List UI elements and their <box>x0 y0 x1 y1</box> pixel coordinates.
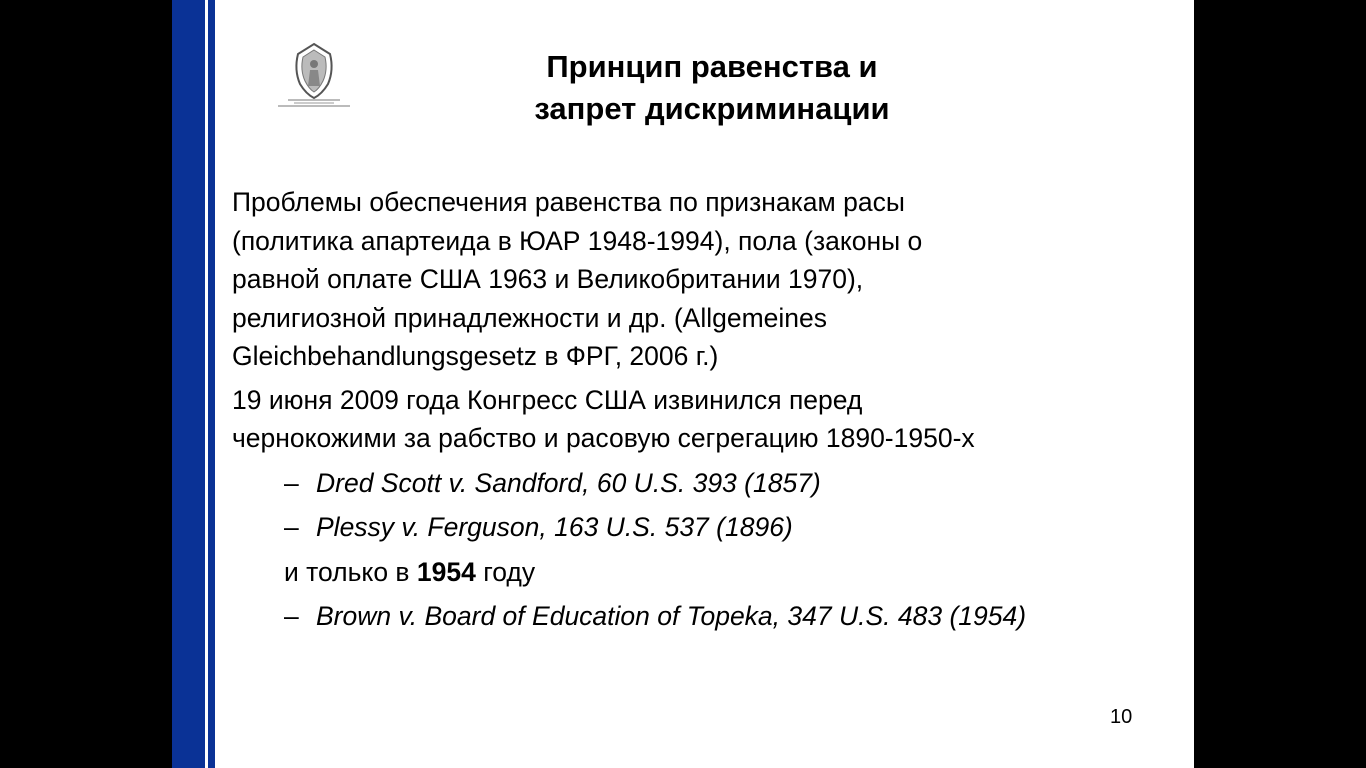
case-brown-text: Brown v. Board of Education of Topeka, 347 U.S. 483 (1954) <box>316 601 1027 631</box>
paragraph1-line-5: Gleichbehandlungsgesetz в ФРГ, 2006 г.) <box>232 341 719 371</box>
title-line-1: Принцип равенства и <box>546 49 878 84</box>
paragraph1-line-3: равной оплате США 1963 и Великобритании 1970), <box>232 264 864 294</box>
page-number: 10 <box>1110 706 1133 728</box>
case-plessy <box>284 508 1182 547</box>
only-prefix: и только в <box>284 556 417 587</box>
side-bar <box>172 0 205 768</box>
side-bar-thin <box>208 0 215 768</box>
paragraph-congress-apology <box>232 381 1182 458</box>
side-bar-gap2 <box>215 0 217 768</box>
title-line-2: запрет дискриминации <box>534 91 890 126</box>
paragraph2-line-1: 19 июня 2009 года Конгресс США извинился перед <box>232 384 863 415</box>
paragraph1-line-4: религиозной принадлежности и др. (Allgemeines <box>232 302 828 333</box>
paragraph1-line-1: Проблемы обеспечения равенства по признакам расы <box>232 187 905 217</box>
only-suffix: году <box>475 556 536 587</box>
only-year: 1954 <box>416 556 476 587</box>
university-emblem-icon <box>274 40 354 112</box>
case-brown <box>284 597 1182 636</box>
slide-body <box>232 183 1182 636</box>
slide-title <box>412 46 1012 130</box>
paragraph-equality-problems <box>232 183 1182 376</box>
case-dred-scott <box>284 464 1182 503</box>
slide <box>172 0 1194 768</box>
bullet-dash: – <box>284 601 299 631</box>
only-in-1954-line <box>284 553 1182 592</box>
case-dred-scott-text: Dred Scott v. Sandford, 60 U.S. 393 (1857) <box>316 467 821 498</box>
bullet-dash: – <box>284 467 299 498</box>
paragraph1-line-2: (политика апартеида в ЮАР 1948-1994), пола (законы о <box>232 225 923 256</box>
paragraph2-line-2: чернокожими за рабство и расовую сегрегацию 1890-1950-х <box>232 423 975 453</box>
case-plessy-text: Plessy v. Ferguson, 163 U.S. 537 (1896) <box>316 512 793 542</box>
bullet-dash: – <box>284 512 299 542</box>
